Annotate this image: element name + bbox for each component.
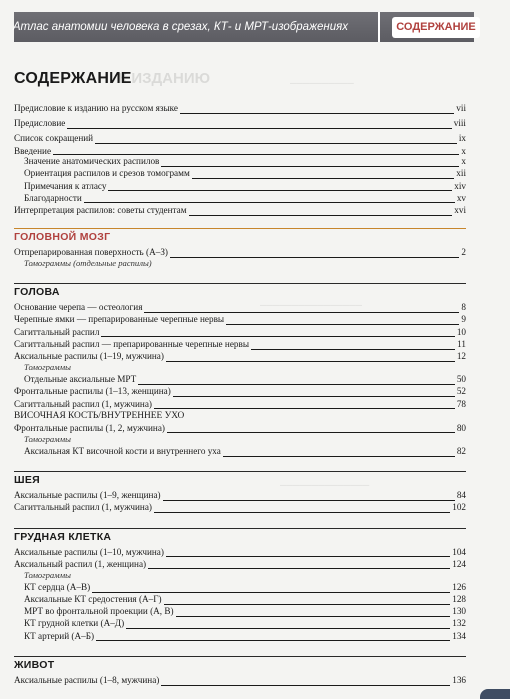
toc-entry-page: viii bbox=[453, 118, 466, 129]
toc-entry-label: Отдельные аксиальные МРТ bbox=[24, 374, 137, 385]
toc-entry-label: Предисловие bbox=[14, 118, 66, 129]
toc-entry-label: Аксиальные распилы (1–9, женщина) bbox=[14, 490, 161, 501]
toc-entry-label: Значение анатомических распилов bbox=[24, 156, 160, 167]
toc-entry[interactable] bbox=[14, 167, 466, 179]
toc-entry-page: xiv bbox=[454, 180, 466, 191]
toc-entry[interactable] bbox=[14, 445, 466, 457]
toc-entry-label: Аксиальные КТ средостения (А–Г) bbox=[24, 594, 162, 605]
section-head bbox=[14, 283, 466, 301]
toc-entry-page: 82 bbox=[456, 445, 466, 456]
header-bar bbox=[14, 12, 474, 42]
toc-entry[interactable] bbox=[14, 501, 466, 513]
bleed-through-text: ────────────── bbox=[280, 480, 370, 490]
page-title: СОДЕРЖАНИЕ bbox=[14, 70, 132, 87]
toc-entry[interactable] bbox=[14, 398, 466, 410]
toc-entry-page: x bbox=[461, 145, 466, 156]
bleed-through-text: ──────────────── bbox=[260, 300, 363, 310]
toc-subheading: Томограммы bbox=[24, 433, 71, 444]
toc-entry[interactable] bbox=[14, 593, 466, 605]
toc-entry-page: 2 bbox=[461, 247, 466, 258]
toc-entry[interactable] bbox=[14, 246, 466, 258]
toc-entry-label: Черепные ямки — препарированные черепные нервы bbox=[14, 314, 225, 325]
toc-entry[interactable] bbox=[14, 630, 466, 642]
toc-entry[interactable] bbox=[14, 326, 466, 338]
toc-entry-page: vii bbox=[456, 103, 466, 113]
toc-entry[interactable] bbox=[14, 313, 466, 325]
toc-entry-page: ix bbox=[458, 133, 466, 144]
toc-entry[interactable] bbox=[14, 385, 466, 397]
toc-entry[interactable] bbox=[14, 117, 466, 129]
toc-entry-page: 136 bbox=[452, 674, 466, 685]
toc-entry-page: 128 bbox=[452, 594, 466, 605]
book-title: Атлас анатомии человека в срезах, КТ- и МРТ-изображениях bbox=[12, 21, 348, 33]
toc-entry-page: 130 bbox=[452, 606, 466, 617]
toc-entry-page: 124 bbox=[452, 558, 466, 569]
toc-entry[interactable] bbox=[14, 489, 466, 501]
bleed-through-text: К ИЗДАНИЮ bbox=[118, 70, 211, 87]
toc-entry-label: Благодарности bbox=[24, 192, 82, 203]
toc-entry-label: Сагиттальный распил — препарированные черепные нервы bbox=[14, 338, 250, 349]
toc-entry[interactable] bbox=[14, 132, 466, 144]
toc-entry-page: 84 bbox=[456, 490, 466, 501]
toc-entry[interactable] bbox=[14, 350, 466, 362]
toc-entry[interactable] bbox=[14, 617, 466, 629]
toc-entry[interactable] bbox=[14, 674, 466, 686]
toc-subheading: Томограммы bbox=[24, 569, 71, 580]
toc-entry[interactable] bbox=[14, 180, 466, 192]
toc-entry-label: КТ сердца (А–В) bbox=[24, 581, 91, 592]
toc-entry-label: Отпрепарированная поверхность (А–З) bbox=[14, 247, 168, 258]
toc-entry[interactable] bbox=[14, 192, 466, 204]
section-title: ГРУДНАЯ КЛЕТКА bbox=[14, 530, 112, 543]
section-title: ЖИВОТ bbox=[14, 658, 55, 671]
section-badge[interactable]: СОДЕРЖАНИЕ bbox=[392, 17, 480, 38]
toc-entry-page: 8 bbox=[461, 302, 466, 313]
toc-entry-label: Сагиттальный распил (1, мужчина) bbox=[14, 502, 152, 513]
toc-entry[interactable] bbox=[14, 422, 466, 434]
toc-entry-page: 12 bbox=[456, 351, 466, 362]
toc-entry-page: xii bbox=[456, 168, 466, 179]
toc-entry-label: Сагиттальный распил bbox=[14, 326, 100, 337]
toc-entry-label: КТ артерий (А–Б) bbox=[24, 630, 95, 641]
toc-entry-label: Аксиальный распил (1, женщина) bbox=[14, 558, 147, 569]
toc-entry[interactable] bbox=[14, 155, 466, 167]
toc-entry-page: 134 bbox=[452, 630, 466, 641]
toc-entry-label: КТ грудной клетки (А–Д) bbox=[24, 618, 125, 629]
toc-entry-page: 50 bbox=[456, 374, 466, 385]
toc-entry-label: Аксиальные распилы (1–19, мужчина) bbox=[14, 351, 164, 362]
toc-entry-label: Аксиальные распилы (1–10, мужчина) bbox=[14, 546, 164, 557]
toc-subheading: Томограммы (отдельные распилы) bbox=[24, 258, 152, 269]
section-title: ГОЛОВНОЙ МОЗГ bbox=[14, 231, 111, 244]
toc-entry-page: 10 bbox=[456, 326, 466, 337]
toc-entry-label: Фронтальные распилы (1–13, женщина) bbox=[14, 386, 171, 397]
toc-entry-page: xv bbox=[456, 192, 466, 203]
toc-subheading: Томограммы bbox=[24, 362, 71, 373]
section-chest bbox=[14, 528, 466, 546]
toc-entry-page: 126 bbox=[452, 581, 466, 592]
toc-entry-page: 52 bbox=[456, 386, 466, 397]
toc-entry-label: Сагиттальный распил (1, мужчина) bbox=[14, 398, 152, 409]
toc-entry-label: Фронтальные распилы (1, 2, мужчина) bbox=[14, 422, 165, 433]
section-neck bbox=[14, 471, 466, 489]
toc-entry[interactable] bbox=[14, 605, 466, 617]
toc-entry-label: Основание черепа — остеология bbox=[14, 302, 143, 313]
toc-entry-page: x bbox=[461, 156, 466, 167]
toc-entry[interactable] bbox=[14, 373, 466, 385]
toc-entry-page: 11 bbox=[457, 338, 466, 349]
toc-entry-page: 9 bbox=[461, 314, 466, 325]
section-title: ГОЛОВА bbox=[14, 286, 60, 299]
section-brain bbox=[14, 228, 466, 246]
toc-entry-page: xvi bbox=[454, 204, 466, 215]
header-divider bbox=[378, 12, 380, 42]
toc-entry[interactable] bbox=[14, 558, 466, 570]
table-of-contents bbox=[14, 102, 466, 686]
bleed-through-text: ────────── bbox=[290, 78, 354, 88]
toc-entry[interactable] bbox=[14, 301, 466, 313]
toc-entry[interactable] bbox=[14, 581, 466, 593]
page-corner-tab bbox=[480, 689, 510, 699]
subsection-title: ВИСОЧНАЯ КОСТЬ/ВНУТРЕННЕЕ УХО bbox=[14, 410, 185, 421]
section-abdomen bbox=[14, 656, 466, 674]
toc-entry[interactable] bbox=[14, 546, 466, 558]
toc-entry-page: 80 bbox=[456, 422, 466, 433]
toc-entry-label: МРТ во фронтальной проекции (А, В) bbox=[24, 606, 174, 617]
section-title: ШЕЯ bbox=[14, 474, 41, 487]
toc-entry-label: Введение bbox=[14, 145, 52, 156]
toc-entry[interactable] bbox=[14, 338, 466, 350]
toc-entry-label: Список сокращений bbox=[14, 133, 94, 144]
toc-entry-label: Аксиальные распилы (1–8, мужчина) bbox=[14, 674, 160, 685]
toc-entry-label: Предисловие к изданию на русском языке bbox=[14, 103, 178, 113]
toc-entry-page: 104 bbox=[452, 546, 466, 557]
toc-entry-label: Аксиальная КТ височной кости и внутреннего уха bbox=[24, 445, 221, 456]
toc-entry[interactable] bbox=[14, 145, 466, 156]
toc-entry-label: Интерпретация распилов: советы студентам bbox=[14, 204, 187, 215]
toc-entry-page: 102 bbox=[452, 502, 466, 513]
toc-entry-page: 132 bbox=[452, 618, 466, 629]
toc-entry-label: Ориентация распилов и срезов томограмм bbox=[24, 168, 190, 179]
toc-entry-page: 78 bbox=[456, 398, 466, 409]
toc-entry[interactable] bbox=[14, 102, 466, 114]
toc-entry[interactable] bbox=[14, 204, 466, 216]
toc-entry-label: Примечания к атласу bbox=[24, 180, 107, 191]
